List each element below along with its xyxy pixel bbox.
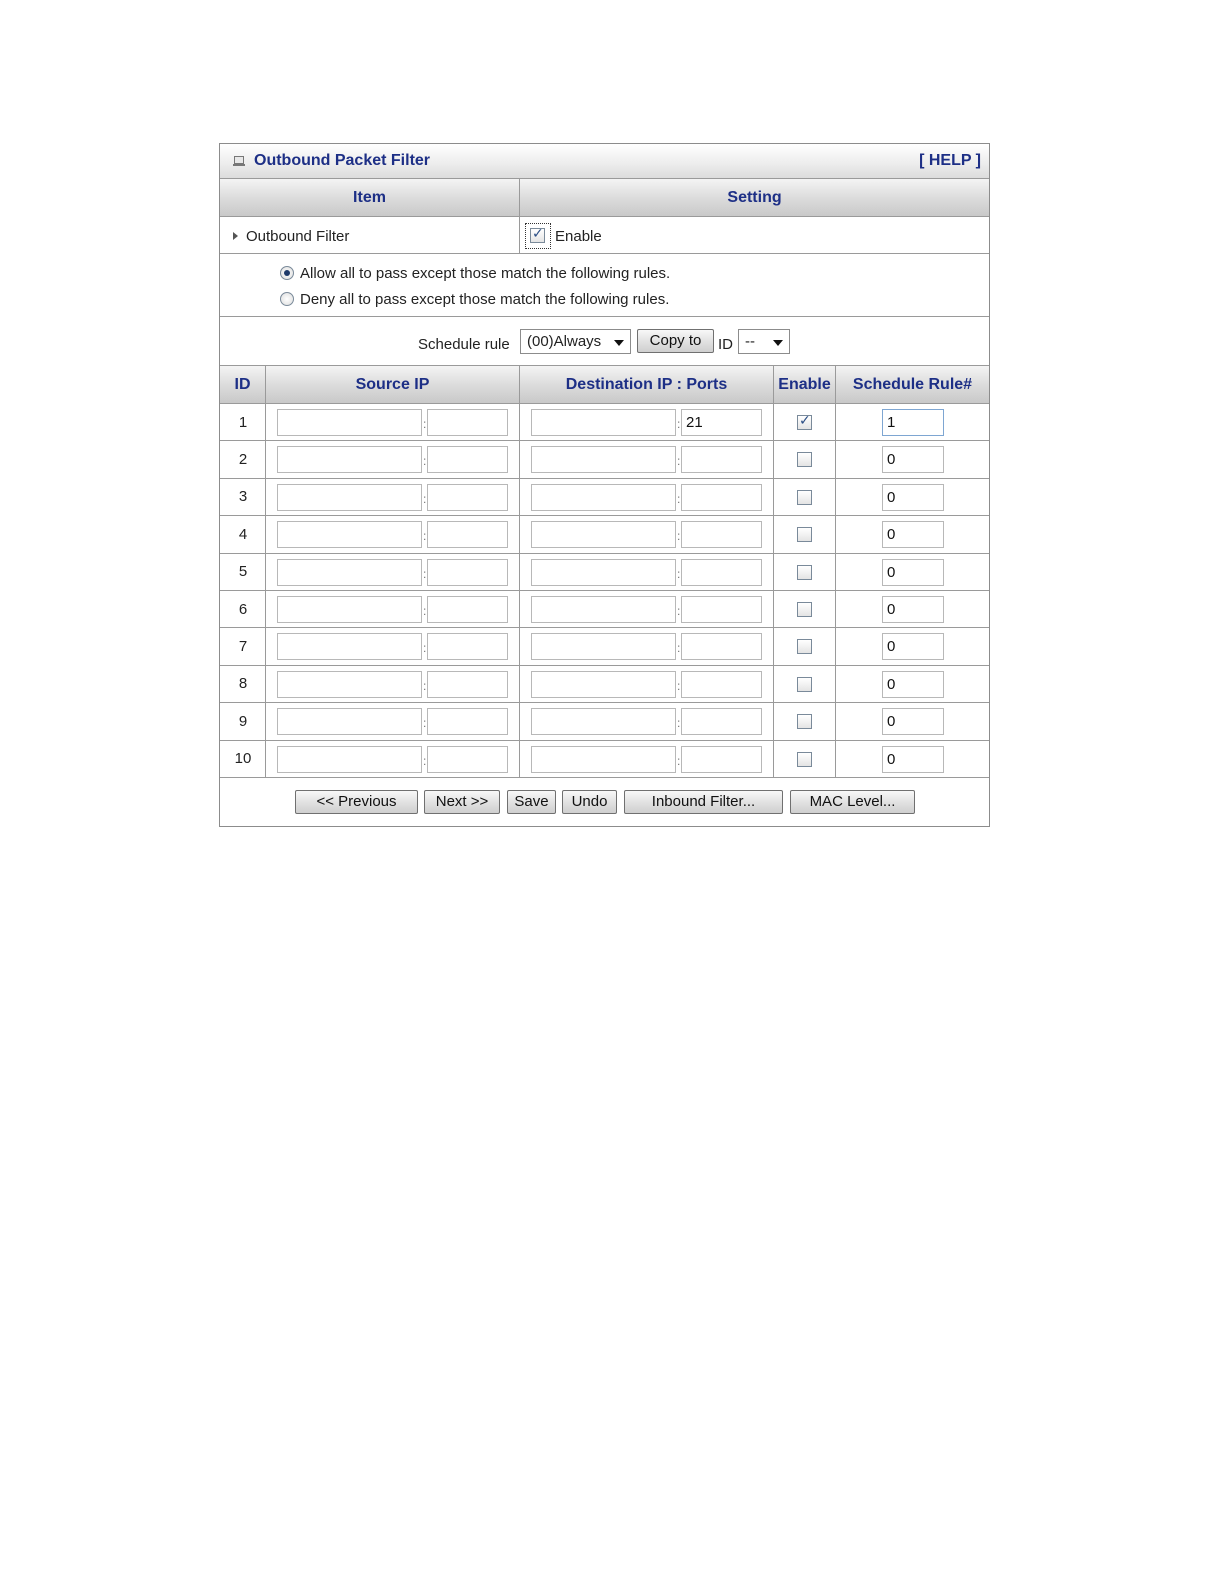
source-ip-input[interactable]: [277, 708, 422, 735]
rules-table-header: [220, 366, 989, 404]
source-ip-input[interactable]: [277, 559, 422, 586]
schedule-rule-input[interactable]: 0: [882, 559, 944, 586]
table-row: [220, 666, 989, 703]
schedule-rule-input[interactable]: 0: [882, 633, 944, 660]
destination-port-input[interactable]: 21: [681, 409, 762, 436]
col-header-destination: Destination IP : Ports: [520, 366, 774, 403]
rule-enable-checkbox[interactable]: [797, 527, 812, 542]
rule-enable-checkbox[interactable]: [797, 490, 812, 505]
source-port-input[interactable]: [427, 446, 508, 473]
source-port-input[interactable]: [427, 708, 508, 735]
destination-ip-input[interactable]: [531, 521, 676, 548]
port-separator: :: [423, 678, 427, 693]
allow-all-label: Allow all to pass except those match the following rules.: [300, 265, 671, 282]
schedule-rule-input[interactable]: 0: [882, 521, 944, 548]
item-setting-header: [220, 179, 989, 217]
outbound-filter-enable-label: Enable: [555, 228, 602, 245]
col-header-schedule-rule: Schedule Rule#: [852, 375, 973, 393]
schedule-rule-input[interactable]: 0: [882, 484, 944, 511]
help-link[interactable]: [ HELP ]: [919, 152, 981, 169]
table-row: [220, 516, 989, 553]
col-header-source-ip: Source IP: [266, 366, 520, 403]
source-ip-input[interactable]: [277, 409, 422, 436]
mac-level-button[interactable]: MAC Level...: [790, 790, 915, 814]
outbound-filter-label: Outbound Filter: [246, 228, 350, 245]
source-ip-input[interactable]: [277, 446, 422, 473]
outbound-packet-filter-panel: [219, 143, 990, 827]
triangle-right-icon: [233, 232, 238, 240]
source-port-input[interactable]: [427, 671, 508, 698]
port-separator: :: [423, 454, 427, 469]
rule-enable-checkbox[interactable]: [797, 677, 812, 692]
previous-button[interactable]: << Previous: [295, 790, 418, 814]
table-row: [220, 441, 989, 478]
item-header: Item: [220, 179, 520, 216]
destination-port-input[interactable]: [681, 559, 762, 586]
inbound-filter-button[interactable]: Inbound Filter...: [624, 790, 783, 814]
port-separator: :: [677, 641, 681, 656]
rule-enable-checkbox[interactable]: [797, 752, 812, 767]
rule-enable-checkbox[interactable]: [797, 415, 812, 430]
port-separator: :: [423, 529, 427, 544]
rule-id: 2: [238, 451, 248, 469]
port-separator: :: [423, 604, 427, 618]
footer-button-row: [220, 778, 989, 827]
rule-id: 10: [234, 750, 252, 768]
port-separator: :: [677, 753, 681, 768]
port-separator: :: [677, 604, 681, 618]
allow-all-radio[interactable]: [280, 266, 294, 280]
table-row: [220, 479, 989, 516]
schedule-rule-input[interactable]: 0: [882, 446, 944, 473]
port-separator: :: [423, 417, 427, 431]
rule-id: 3: [238, 488, 248, 506]
port-separator: :: [677, 529, 681, 544]
destination-ip-input[interactable]: [531, 633, 676, 660]
outbound-filter-enable-checkbox[interactable]: [530, 228, 545, 243]
col-header-id: ID: [220, 366, 266, 403]
destination-port-input[interactable]: [681, 746, 762, 773]
destination-port-input[interactable]: [681, 708, 762, 735]
table-row: [220, 628, 989, 665]
schedule-rule-value: (00)Always: [527, 333, 602, 350]
copy-to-id-label: ID: [718, 336, 733, 353]
panel-title: Outbound Packet Filter: [254, 152, 431, 169]
port-separator: :: [423, 716, 427, 731]
port-separator: :: [423, 641, 427, 656]
destination-port-input[interactable]: [681, 633, 762, 660]
deny-all-radio[interactable]: [280, 292, 294, 306]
port-separator: :: [677, 491, 681, 506]
source-port-input[interactable]: [427, 746, 508, 773]
copy-to-id-value: --: [745, 333, 755, 350]
table-row: [220, 741, 989, 778]
copy-to-id-select[interactable]: [738, 329, 790, 354]
source-ip-input[interactable]: [277, 484, 422, 511]
rule-enable-checkbox[interactable]: [797, 602, 812, 617]
schedule-rule-input[interactable]: 0: [882, 708, 944, 735]
source-port-input[interactable]: [427, 409, 508, 436]
destination-port-input[interactable]: [681, 521, 762, 548]
destination-port-input[interactable]: [681, 484, 762, 511]
next-button[interactable]: Next >>: [424, 790, 500, 814]
source-ip-input[interactable]: [277, 746, 422, 773]
rule-enable-checkbox[interactable]: [797, 639, 812, 654]
rule-enable-checkbox[interactable]: [797, 452, 812, 467]
destination-port-input[interactable]: [681, 596, 762, 623]
setting-header: Setting: [727, 188, 782, 206]
rule-id: 1: [238, 413, 248, 431]
source-ip-input[interactable]: [277, 521, 422, 548]
chevron-down-icon: [614, 340, 624, 346]
outbound-filter-row: [220, 217, 989, 254]
source-ip-input[interactable]: [277, 633, 422, 660]
destination-port-input[interactable]: [681, 446, 762, 473]
port-separator: :: [677, 417, 681, 431]
source-port-input[interactable]: [427, 559, 508, 586]
port-separator: :: [677, 716, 681, 731]
port-separator: :: [677, 566, 681, 581]
schedule-rule-input[interactable]: 0: [882, 596, 944, 623]
source-ip-input[interactable]: [277, 671, 422, 698]
schedule-rule-input[interactable]: 0: [882, 671, 944, 698]
rule-id: 7: [238, 638, 248, 656]
port-separator: :: [423, 566, 427, 581]
save-button[interactable]: Save: [507, 790, 556, 814]
destination-ip-input[interactable]: [531, 446, 676, 473]
destination-ip-input[interactable]: [531, 409, 676, 436]
table-row: [220, 404, 989, 441]
panel-icon: [234, 156, 244, 164]
schedule-rule-select[interactable]: [520, 329, 631, 354]
port-separator: :: [677, 678, 681, 693]
port-separator: :: [677, 454, 681, 469]
schedule-rule-row: [220, 317, 989, 366]
schedule-rule-input[interactable]: 0: [882, 746, 944, 773]
undo-button[interactable]: Undo: [562, 790, 617, 814]
port-separator: :: [423, 491, 427, 506]
table-row: [220, 554, 989, 591]
panel-title-bar: [220, 144, 989, 179]
schedule-rule-label: Schedule rule: [418, 336, 510, 353]
source-port-input[interactable]: [427, 521, 508, 548]
destination-ip-input[interactable]: [531, 596, 676, 623]
rule-id: 8: [238, 675, 248, 693]
destination-ip-input[interactable]: [531, 746, 676, 773]
col-header-enable: Enable: [774, 366, 836, 403]
rule-id: 6: [238, 600, 248, 618]
source-port-input[interactable]: [427, 484, 508, 511]
destination-ip-input[interactable]: [531, 559, 676, 586]
rule-enable-checkbox[interactable]: [797, 565, 812, 580]
deny-all-label: Deny all to pass except those match the following rules.: [300, 291, 670, 308]
rule-id: 4: [238, 525, 248, 543]
schedule-rule-input[interactable]: 1: [882, 409, 944, 436]
copy-to-button[interactable]: Copy to: [637, 329, 714, 353]
destination-ip-input[interactable]: [531, 671, 676, 698]
rule-id: 9: [238, 712, 248, 730]
source-ip-input[interactable]: [277, 596, 422, 623]
destination-ip-input[interactable]: [531, 708, 676, 735]
source-port-input[interactable]: [427, 633, 508, 660]
rule-id: 5: [238, 563, 248, 581]
chevron-down-icon: [773, 340, 783, 346]
policy-radio-row: [220, 254, 989, 317]
destination-ip-input[interactable]: [531, 484, 676, 511]
outbound-filter-enable-focus: [525, 223, 551, 249]
table-row: [220, 703, 989, 740]
port-separator: :: [423, 753, 427, 768]
source-port-input[interactable]: [427, 596, 508, 623]
table-row: [220, 591, 989, 628]
destination-port-input[interactable]: [681, 671, 762, 698]
rule-enable-checkbox[interactable]: [797, 714, 812, 729]
